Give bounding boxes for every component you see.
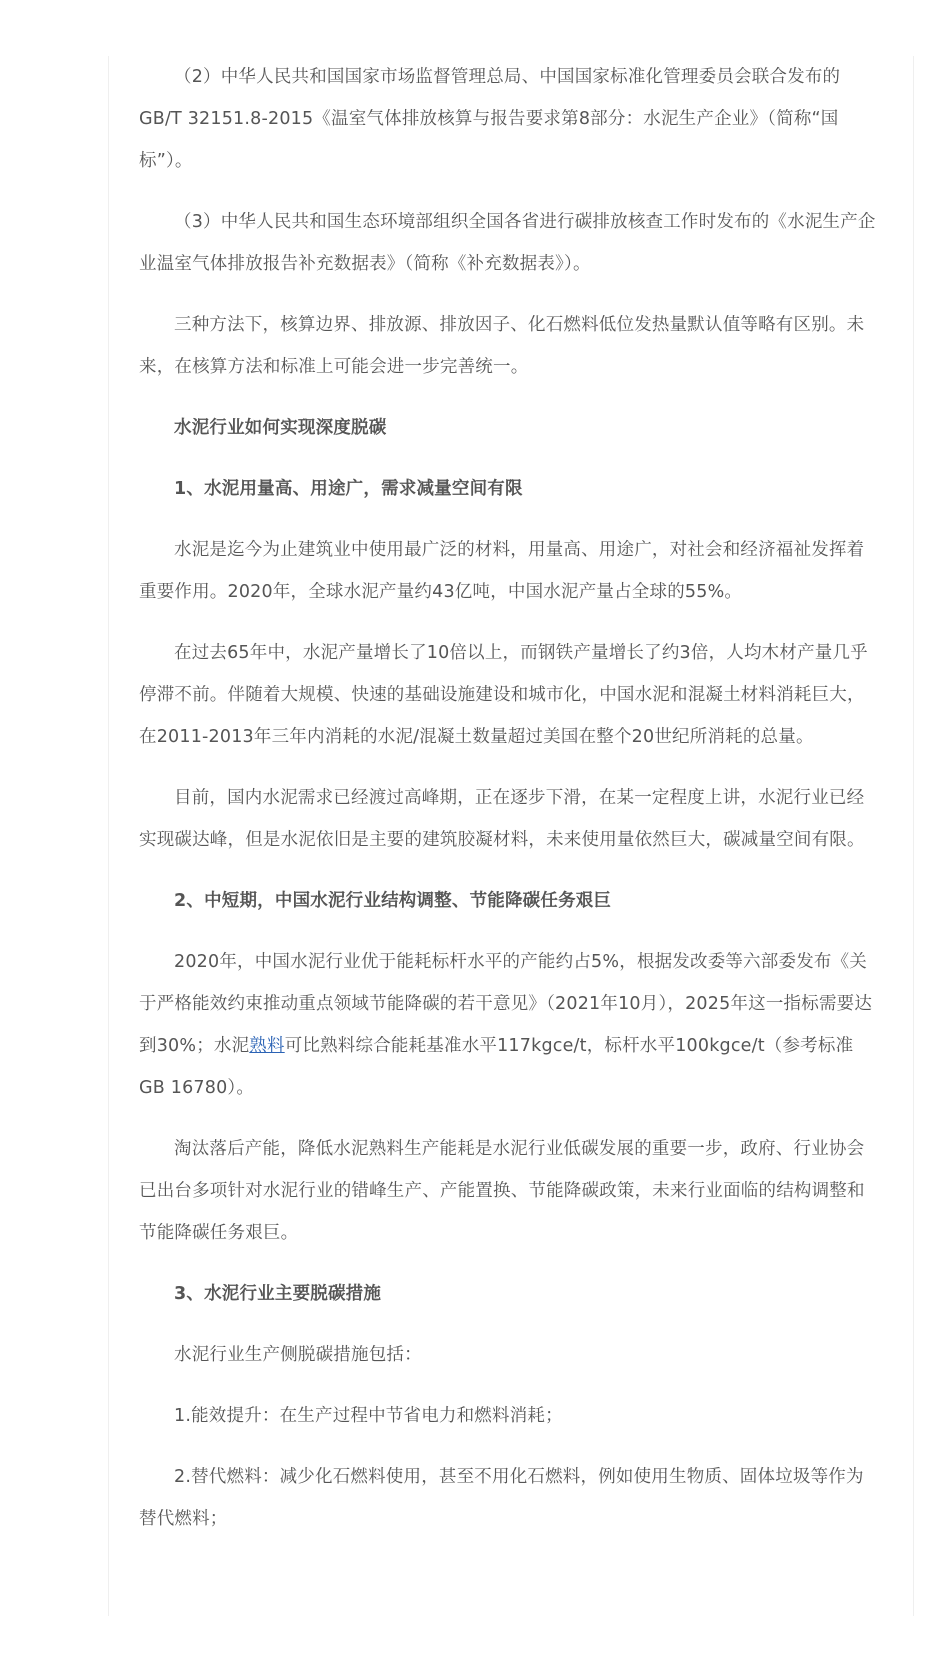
subheading-main-measures: 3、水泥行业主要脱碳措施: [174, 1284, 382, 1304]
paragraph-energy-benchmark: [139, 941, 879, 1109]
article-container: [108, 56, 914, 1616]
subheading-structural-adjustment: 2、中短期，中国水泥行业结构调整、节能降碳任务艰巨: [174, 891, 612, 911]
paragraph-measures-intro: 水泥行业生产侧脱碳措施包括：: [174, 1345, 422, 1365]
clinker-link[interactable]: 熟料: [249, 1036, 285, 1056]
list-item-energy-efficiency: 1.能效提升：在生产过程中节省电力和燃料消耗；: [174, 1406, 563, 1426]
paragraph-eliminate-capacity: 淘汰落后产能，降低水泥熟料生产能耗是水泥行业低碳发展的重要一步，政府、行业协会已出台多项针对水泥行业的错峰生产、产能置换、节能降碳政策，未来行业面临的结构调整和节能降碳任务艰巨。: [139, 1139, 865, 1243]
article-content: [139, 56, 879, 1559]
paragraph-national-standard: （2）中华人民共和国国家市场监督管理总局、中国国家标准化管理委员会联合发布的GB/T 32151.8-2015《温室气体排放核算与报告要求第8部分：水泥生产企业》（简称“国标”）。: [139, 67, 841, 171]
paragraph-three-methods: 三种方法下，核算边界、排放源、排放因子、化石燃料低位发热量默认值等略有区别。未来，在核算方法和标准上可能会进一步完善统一。: [139, 315, 865, 377]
section-heading-deep-decarbonization: 水泥行业如何实现深度脱碳: [174, 418, 387, 438]
paragraph-energy-benchmark-text-start: 2020年，中国水泥行业优于能耗标杆水平的产能约占5%，根据发改委等六部委发布《关于严格能效约束推动重点领域节能降碳的若干意见》（2021年10月），2025年这一指标需要达到30%；水泥: [139, 952, 873, 1056]
paragraph-production-growth: 在过去65年中，水泥产量增长了10倍以上，而钢铁产量增长了约3倍，人均木材产量几乎停滞不前。伴随着大规模、快速的基础设施建设和城市化，中国水泥和混凝土材料消耗巨大，在2011-2013年三年内消耗的水泥/混凝土数量超过美国在整个20世纪所消耗的总量。: [139, 643, 868, 747]
paragraph-cement-usage: 水泥是迄今为止建筑业中使用最广泛的材料，用量高、用途广，对社会和经济福祉发挥着重要作用。2020年，全球水泥产量约43亿吨，中国水泥产量占全球的55%。: [139, 540, 865, 602]
paragraph-demand-peak: 目前，国内水泥需求已经渡过高峰期，正在逐步下滑，在某一定程度上讲，水泥行业已经实现碳达峰，但是水泥依旧是主要的建筑胶凝材料，未来使用量依然巨大，碳减量空间有限。: [139, 788, 865, 850]
paragraph-energy-benchmark-text-end: 可比熟料综合能耗基准水平117kgce/t，标杆水平100kgce/t（参考标准GB 16780）。: [139, 1036, 854, 1098]
subheading-demand-limited: 1、水泥用量高、用途广，需求减量空间有限: [174, 479, 523, 499]
paragraph-supplementary-table: （3）中华人民共和国生态环境部组织全国各省进行碳排放核查工作时发布的《水泥生产企业温室气体排放报告补充数据表》（简称《补充数据表》）。: [139, 212, 876, 274]
list-item-alternative-fuel: 2.替代燃料：减少化石燃料使用，甚至不用化石燃料，例如使用生物质、固体垃圾等作为替代燃料；: [139, 1467, 864, 1529]
